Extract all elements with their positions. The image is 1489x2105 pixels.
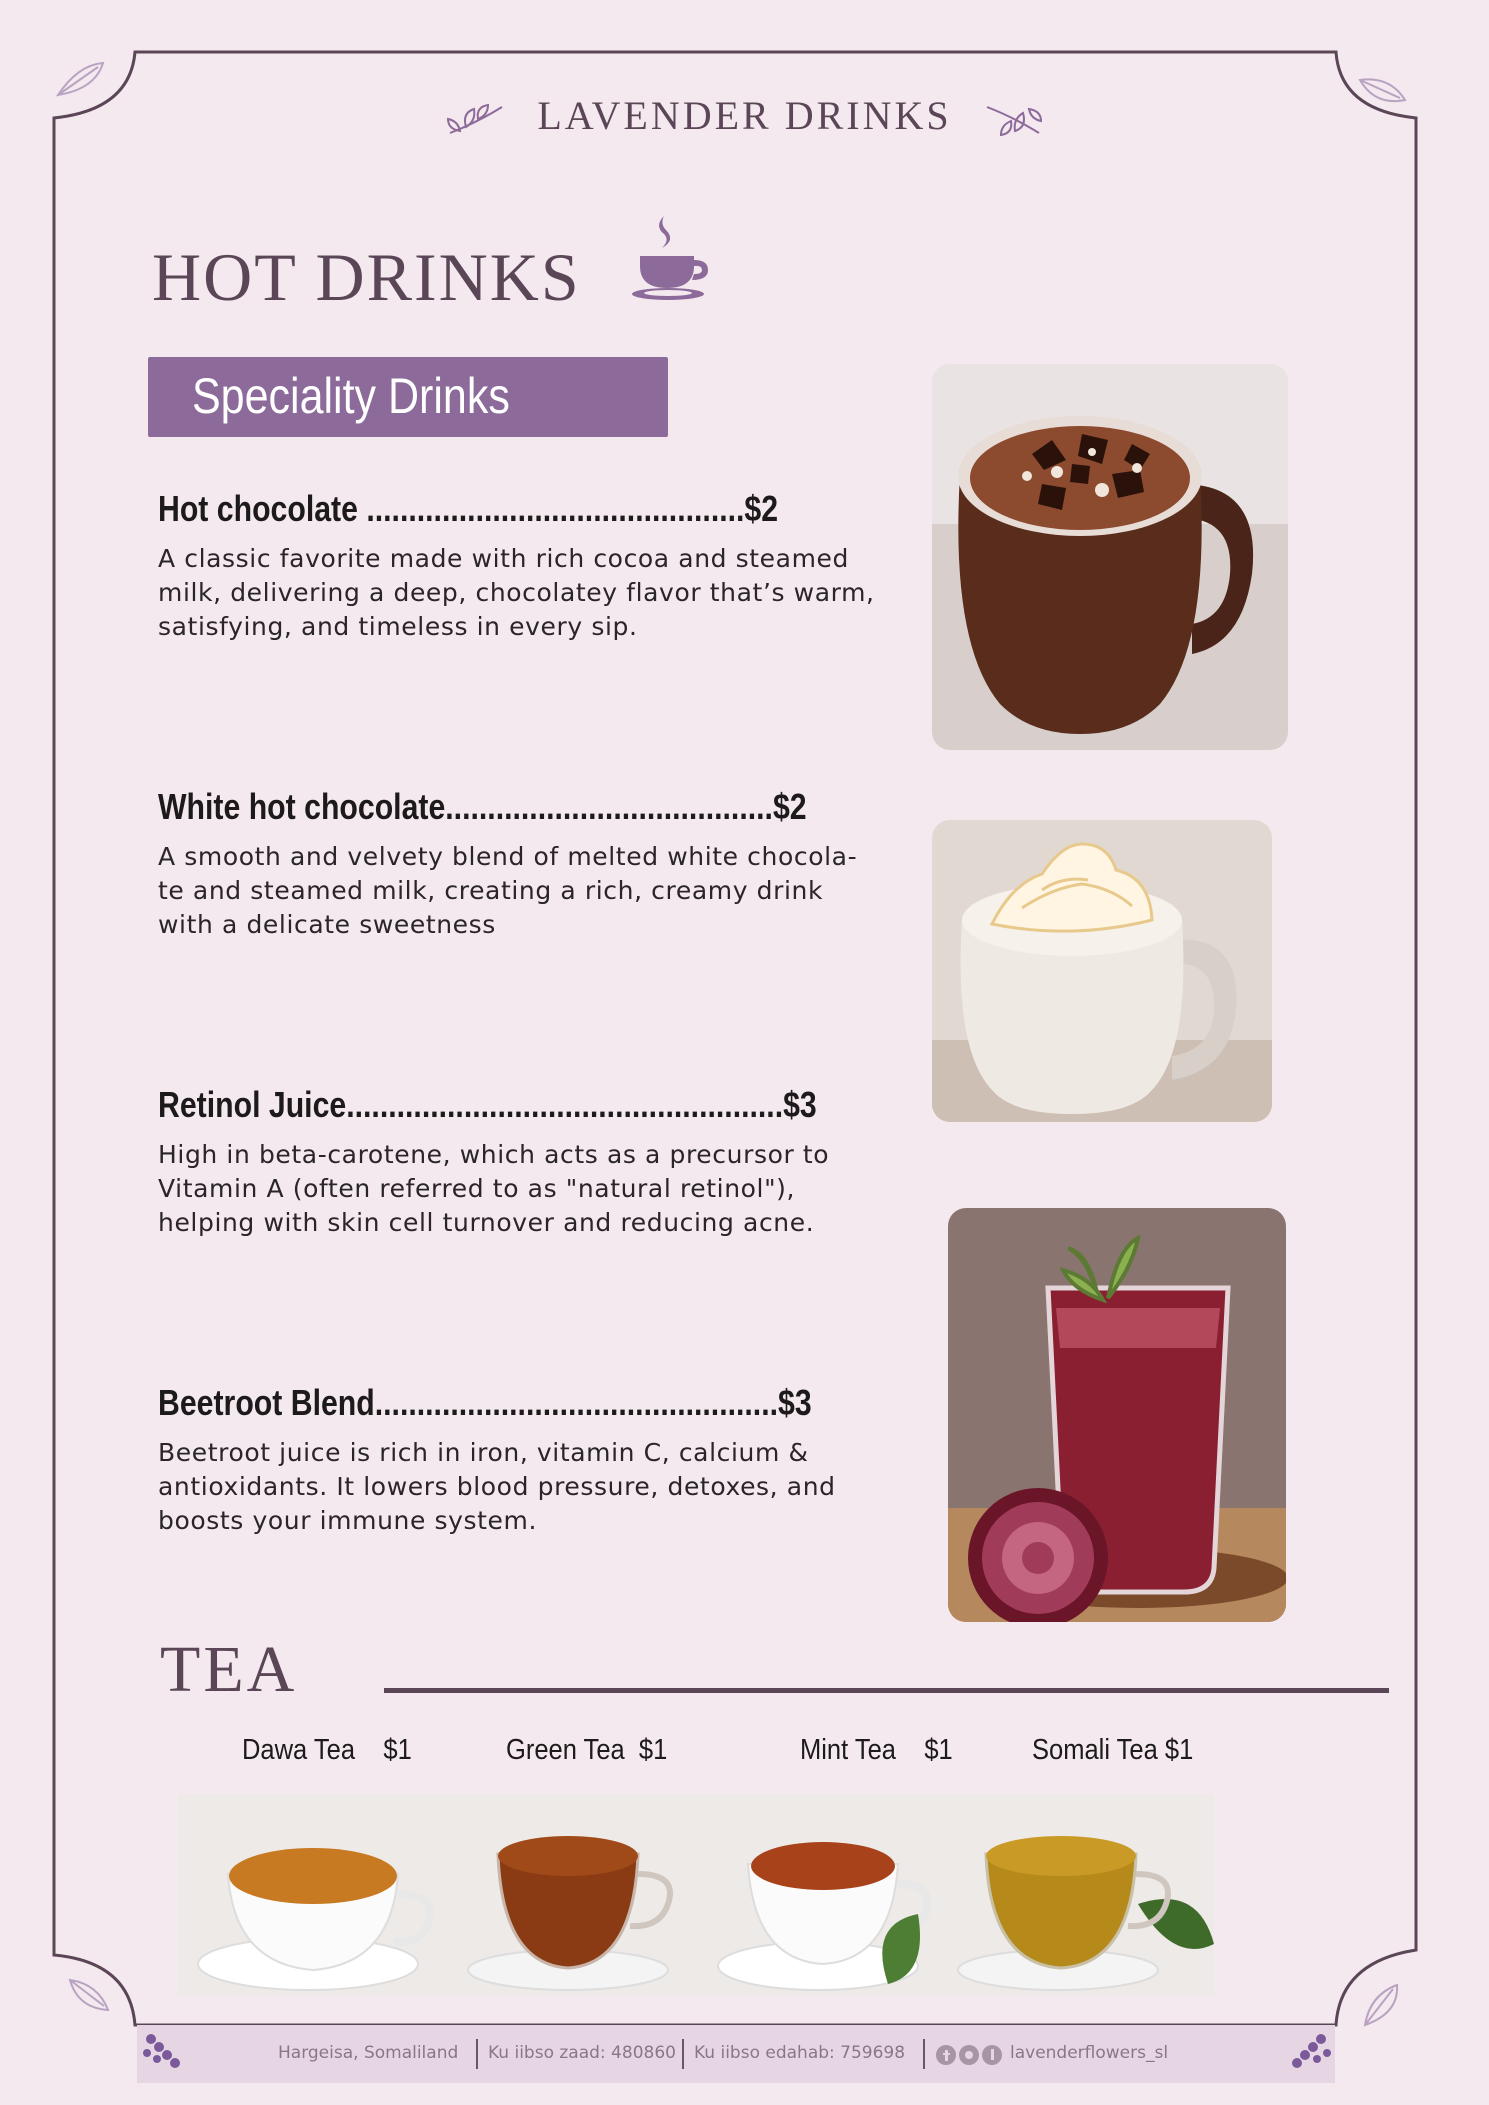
beetroot-juice-photo bbox=[948, 1208, 1286, 1622]
left-leaf-icon bbox=[446, 103, 506, 137]
tea-price: $1 bbox=[383, 1734, 412, 1766]
footer-zaad: Ku iibso zaad: 480860 bbox=[488, 2043, 676, 2063]
footer-social-handle: lavenderflowers_sl bbox=[1010, 2043, 1169, 2063]
item-leader: ............................................. bbox=[366, 488, 745, 529]
menu-item-beetroot-blend bbox=[158, 1382, 878, 1538]
speciality-banner bbox=[148, 357, 668, 437]
tea-item-somali bbox=[1032, 1734, 1193, 1767]
menu-item-hot-chocolate bbox=[158, 488, 878, 644]
item-heading bbox=[158, 1382, 880, 1426]
banner-label: Speciality Drinks bbox=[192, 368, 510, 424]
footer-divider bbox=[682, 2039, 684, 2069]
item-heading bbox=[158, 488, 880, 532]
social-icons[interactable] bbox=[935, 2044, 1005, 2066]
footer-divider bbox=[476, 2039, 478, 2069]
item-name: Beetroot Blend bbox=[158, 1382, 375, 1423]
tea-item-mint bbox=[800, 1734, 953, 1767]
brand-header bbox=[0, 92, 1489, 139]
tea-divider bbox=[384, 1688, 1389, 1693]
tea-name: Somali Tea bbox=[1032, 1734, 1158, 1766]
tea-item-green bbox=[506, 1734, 667, 1767]
item-price: $3 bbox=[778, 1382, 812, 1423]
footer-location: Hargeisa, Somaliland bbox=[278, 2043, 459, 2063]
item-description: Beetroot juice is rich in iron, vitamin C, calcium & antioxidants. It lowers blood pressure, detoxes, and boosts your immune system. bbox=[158, 1438, 836, 1535]
item-name: Hot chocolate bbox=[158, 488, 367, 529]
tea-name: Mint Tea bbox=[800, 1734, 896, 1766]
menu-item-retinol-juice bbox=[158, 1084, 878, 1240]
tea-price: $1 bbox=[1164, 1734, 1194, 1766]
white-hot-chocolate-photo bbox=[932, 820, 1272, 1122]
footer-edahab: Ku iibso edahab: 759698 bbox=[694, 2043, 906, 2063]
footer-divider bbox=[923, 2039, 925, 2069]
item-leader: ................................................ bbox=[374, 1382, 779, 1423]
item-description: A smooth and velvety blend of melted white chocola-te and steamed milk, creating a rich, creamy drink with a delicate sweetness bbox=[158, 842, 858, 939]
item-heading bbox=[158, 1084, 880, 1128]
item-description: A classic favorite made with rich cocoa and steamed milk, delivering a deep, chocolatey flavor that’s warm, satisfying, and timeless in every sip. bbox=[158, 544, 875, 641]
item-heading bbox=[158, 786, 880, 830]
item-leader: .................................................... bbox=[346, 1084, 784, 1125]
tea-cups-photo bbox=[178, 1794, 1214, 1996]
right-leaf-icon bbox=[983, 103, 1043, 137]
tea-price: $1 bbox=[924, 1734, 953, 1766]
footer-bar bbox=[137, 2025, 1335, 2083]
tea-price: $1 bbox=[638, 1734, 668, 1766]
lavender-flower-icon bbox=[137, 2025, 197, 2083]
item-leader: ....................................... bbox=[445, 786, 773, 827]
item-name: Retinol Juice bbox=[158, 1084, 347, 1125]
menu-item-white-hot-chocolate bbox=[158, 786, 878, 942]
item-price: $3 bbox=[783, 1084, 817, 1125]
lavender-flower-icon bbox=[1273, 2025, 1335, 2083]
tea-item-dawa bbox=[242, 1734, 412, 1767]
brand-name: LAVENDER DRINKS bbox=[537, 93, 952, 138]
item-price: $2 bbox=[744, 488, 779, 529]
item-name: White hot chocolate bbox=[158, 786, 446, 827]
tea-title: TEA bbox=[160, 1633, 298, 1706]
item-description: High in beta-carotene, which acts as a precursor to Vitamin A (often referred to as "natural retinol"), helping with skin cell turnover and reducing acne. bbox=[158, 1140, 830, 1237]
hot-chocolate-photo bbox=[932, 364, 1288, 750]
tea-name: Dawa Tea bbox=[242, 1734, 356, 1766]
coffee-cup-icon bbox=[630, 212, 714, 304]
hot-drinks-title: HOT DRINKS bbox=[152, 239, 581, 315]
tea-name: Green Tea bbox=[506, 1734, 625, 1766]
item-price: $2 bbox=[772, 786, 807, 827]
